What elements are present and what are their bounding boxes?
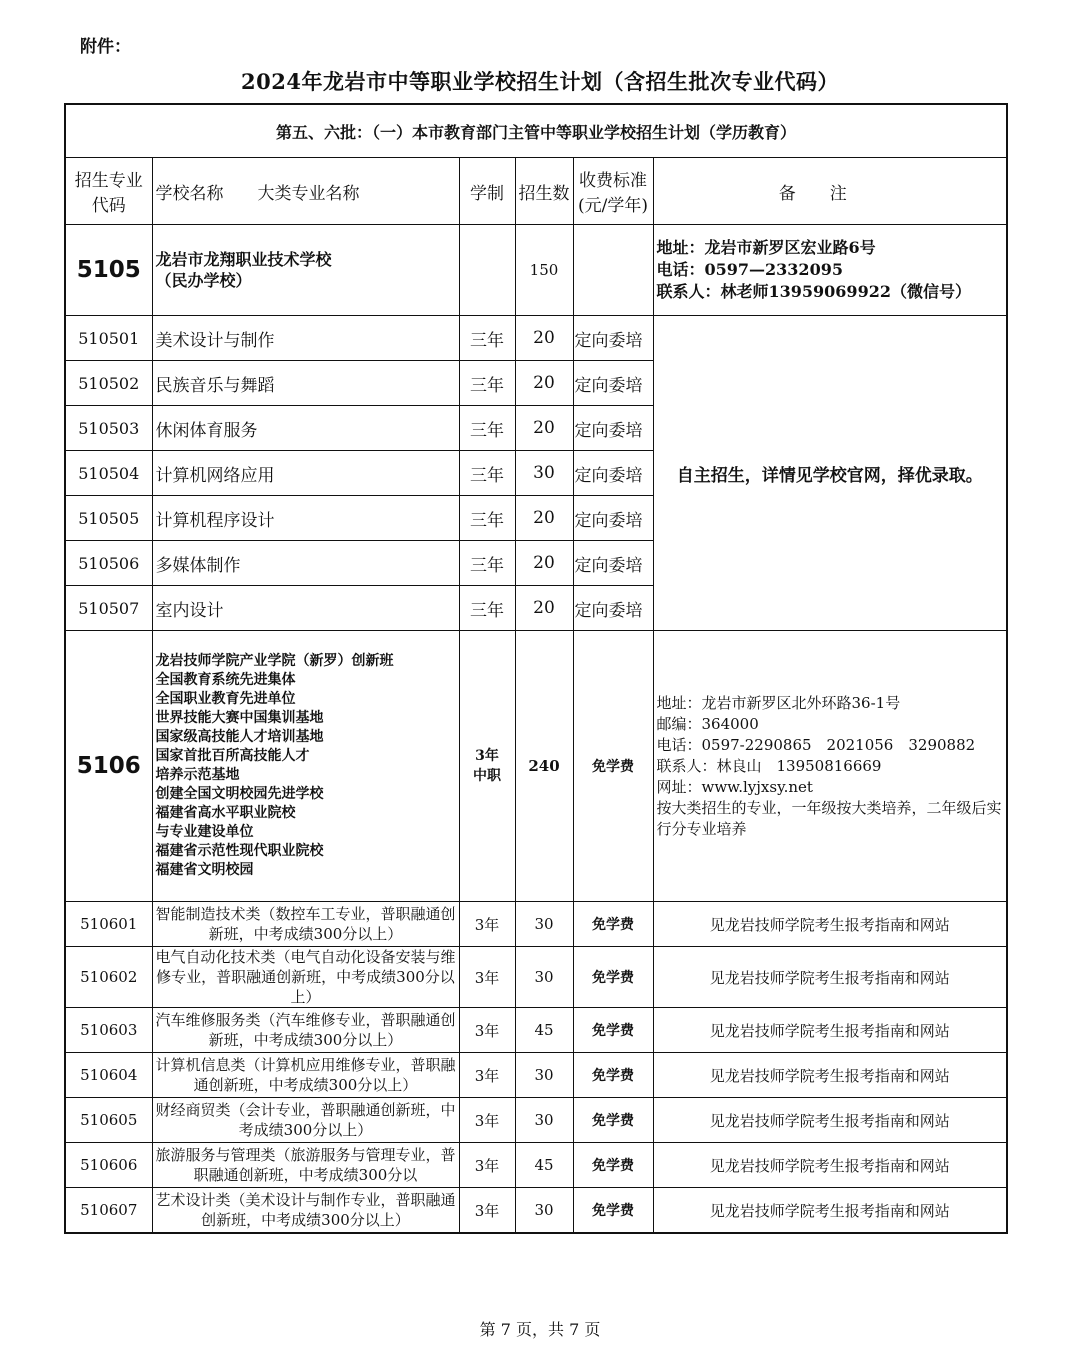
table-row — [65, 1188, 1007, 1234]
major-fee: 定向委培 — [573, 541, 653, 586]
major-quota: 30 — [515, 1188, 573, 1234]
major-duration: 3年 — [459, 1143, 515, 1188]
school-quota: 240 — [515, 631, 573, 902]
major-quota: 20 — [515, 496, 573, 541]
major-code: 510601 — [65, 902, 152, 947]
major-quota: 45 — [515, 1143, 573, 1188]
major-duration: 3年 — [459, 1008, 515, 1053]
table-row — [65, 316, 1007, 361]
table-row — [65, 902, 1007, 947]
major-fee: 免学费 — [573, 1008, 653, 1053]
major-quota: 20 — [515, 586, 573, 631]
table-row — [65, 1098, 1007, 1143]
major-code: 510501 — [65, 316, 152, 361]
page-footer: 第 7 页，共 7 页 — [479, 1320, 601, 1339]
major-name: 多媒体制作 — [152, 541, 459, 586]
major-name: 美术设计与制作 — [152, 316, 459, 361]
school-row-5105 — [65, 225, 1007, 316]
major-code: 510503 — [65, 406, 152, 451]
major-note: 见龙岩技师学院考生报考指南和网站 — [653, 947, 1007, 1008]
header-quota: 招生数 — [515, 158, 573, 225]
major-code: 510502 — [65, 361, 152, 406]
honor-line: 与专业建设单位 — [155, 824, 254, 840]
major-code: 510605 — [65, 1098, 152, 1143]
major-duration: 三年 — [459, 541, 515, 586]
major-duration: 三年 — [459, 451, 515, 496]
major-note: 见龙岩技师学院考生报考指南和网站 — [653, 1008, 1007, 1053]
header-code: 招生专业代码 — [65, 158, 152, 225]
major-duration: 3年 — [459, 1188, 515, 1234]
header-note: 备注 — [653, 158, 1007, 225]
major-code: 510505 — [65, 496, 152, 541]
honor-line: 龙岩技师学院产业学院（新罗）创新班 — [155, 653, 394, 669]
major-code: 510603 — [65, 1008, 152, 1053]
major-fee: 免学费 — [573, 947, 653, 1008]
major-fee: 免学费 — [573, 902, 653, 947]
major-quota: 45 — [515, 1008, 573, 1053]
major-name: 艺术设计类（美术设计与制作专业，普职融通创新班，中考成绩300分以上） — [152, 1188, 459, 1234]
major-fee: 定向委培 — [573, 586, 653, 631]
major-fee: 免学费 — [573, 1098, 653, 1143]
header-row — [65, 158, 1007, 225]
school-name-line2: （民办学校） — [155, 271, 252, 290]
major-duration: 三年 — [459, 406, 515, 451]
honor-line: 创建全国文明校园先进学校 — [155, 786, 324, 802]
major-duration: 三年 — [459, 361, 515, 406]
shared-note: 自主招生，详情见学校官网，择优录取。 — [653, 316, 1007, 631]
major-quota: 20 — [515, 316, 573, 361]
school-duration — [459, 631, 515, 902]
major-quota: 30 — [515, 451, 573, 496]
major-name: 计算机网络应用 — [152, 451, 459, 496]
major-fee: 免学费 — [573, 1053, 653, 1098]
school-row-5106 — [65, 631, 1007, 902]
school-contact-info — [653, 225, 1007, 316]
major-name: 智能制造技术类（数控车工专业，普职融通创新班，中考成绩300分以上） — [152, 902, 459, 947]
major-duration: 三年 — [459, 496, 515, 541]
major-note: 见龙岩技师学院考生报考指南和网站 — [653, 902, 1007, 947]
table-row — [65, 947, 1007, 1008]
school-contact: 联系人：林良山 13950816669 — [656, 756, 882, 775]
header-school: 学校名称 大类专业名称 — [152, 158, 459, 225]
major-fee: 定向委培 — [573, 496, 653, 541]
school-phone: 电话：0597—2332095 — [656, 260, 843, 279]
major-fee: 定向委培 — [573, 316, 653, 361]
major-duration: 3年 — [459, 1053, 515, 1098]
major-quota: 30 — [515, 1098, 573, 1143]
major-duration: 3年 — [459, 947, 515, 1008]
school-fee — [573, 225, 653, 316]
school-fee: 免学费 — [573, 631, 653, 902]
major-duration: 三年 — [459, 316, 515, 361]
training-note: 按大类招生的专业，一年级按大类培养，二年级后实行分专业培养 — [656, 798, 1002, 838]
major-duration: 三年 — [459, 586, 515, 631]
major-quota: 30 — [515, 1053, 573, 1098]
table-row — [65, 1143, 1007, 1188]
honor-line: 全国职业教育先进单位 — [155, 691, 296, 707]
major-name: 汽车维修服务类（汽车维修专业，普职融通创新班，中考成绩300分以上） — [152, 1008, 459, 1053]
school-name-line1: 龙岩市龙翔职业技术学校 — [155, 250, 332, 269]
major-note: 见龙岩技师学院考生报考指南和网站 — [653, 1188, 1007, 1234]
major-duration: 3年 — [459, 1098, 515, 1143]
major-code: 510607 — [65, 1188, 152, 1234]
enrollment-table — [64, 103, 1008, 1234]
major-quota: 20 — [515, 361, 573, 406]
major-note: 见龙岩技师学院考生报考指南和网站 — [653, 1053, 1007, 1098]
major-name: 休闲体育服务 — [152, 406, 459, 451]
school-website: 网址：www.lyjxsy.net — [656, 777, 813, 796]
school-name — [152, 225, 459, 316]
major-name: 计算机程序设计 — [152, 496, 459, 541]
honor-line: 培养示范基地 — [155, 767, 240, 783]
major-name: 旅游服务与管理类（旅游服务与管理专业，普职融通创新班，中考成绩300分以 — [152, 1143, 459, 1188]
honor-line: 世界技能大赛中国集训基地 — [155, 710, 324, 726]
duration-line: 3年 — [475, 748, 499, 764]
honor-line: 全国教育系统先进集体 — [155, 672, 296, 688]
attachment-label: 附件： — [80, 37, 131, 57]
major-code: 510506 — [65, 541, 152, 586]
major-code: 510604 — [65, 1053, 152, 1098]
major-quota: 20 — [515, 541, 573, 586]
major-fee: 定向委培 — [573, 451, 653, 496]
major-note: 见龙岩技师学院考生报考指南和网站 — [653, 1143, 1007, 1188]
major-duration: 3年 — [459, 902, 515, 947]
school-quota: 150 — [515, 225, 573, 316]
major-fee: 免学费 — [573, 1188, 653, 1234]
school-contact: 联系人：林老师13959069922（微信号） — [656, 282, 971, 301]
school-address: 地址：龙岩市新罗区宏业路6号 — [656, 238, 876, 257]
major-name: 室内设计 — [152, 586, 459, 631]
major-quota: 30 — [515, 947, 573, 1008]
major-quota: 30 — [515, 902, 573, 947]
major-name: 财经商贸类（会计专业，普职融通创新班，中考成绩300分以上） — [152, 1098, 459, 1143]
section-title: 第五、六批：（一）本市教育部门主管中等职业学校招生计划（学历教育） — [65, 104, 1007, 158]
major-quota: 20 — [515, 406, 573, 451]
school-contact-info — [653, 631, 1007, 902]
major-code: 510606 — [65, 1143, 152, 1188]
major-code: 510602 — [65, 947, 152, 1008]
table-row — [65, 1053, 1007, 1098]
header-duration: 学制 — [459, 158, 515, 225]
duration-line: 中职 — [473, 768, 501, 784]
honor-line: 福建省示范性现代职业院校 — [155, 843, 324, 859]
section-row — [65, 104, 1007, 158]
honor-line: 福建省高水平职业院校 — [155, 805, 296, 821]
school-address: 地址：龙岩市新罗区北外环路36-1号 — [656, 693, 901, 712]
school-postcode: 邮编：364000 — [656, 714, 759, 733]
page-title: 2024年龙岩市中等职业学校招生计划（含招生批次专业代码） — [241, 69, 839, 94]
school-duration — [459, 225, 515, 316]
major-note: 见龙岩技师学院考生报考指南和网站 — [653, 1098, 1007, 1143]
school-code: 5105 — [65, 225, 152, 316]
honor-line: 国家级高技能人才培训基地 — [155, 729, 324, 745]
table-row — [65, 1008, 1007, 1053]
school-phone: 电话：0597-2290865 2021056 3290882 — [656, 735, 976, 754]
major-fee: 定向委培 — [573, 361, 653, 406]
major-code: 510504 — [65, 451, 152, 496]
header-fee: 收费标准(元/学年) — [573, 158, 653, 225]
major-fee: 免学费 — [573, 1143, 653, 1188]
major-name: 电气自动化技术类（电气自动化设备安装与维修专业，普职融通创新班，中考成绩300分以上） — [152, 947, 459, 1008]
major-name: 计算机信息类（计算机应用维修专业，普职融通创新班，中考成绩300分以上） — [152, 1053, 459, 1098]
school-honors — [152, 631, 459, 902]
major-name: 民族音乐与舞蹈 — [152, 361, 459, 406]
major-fee: 定向委培 — [573, 406, 653, 451]
honor-line: 福建省文明校园 — [155, 862, 254, 878]
honor-line: 国家首批百所高技能人才 — [155, 748, 310, 764]
school-code: 5106 — [65, 631, 152, 902]
major-code: 510507 — [65, 586, 152, 631]
